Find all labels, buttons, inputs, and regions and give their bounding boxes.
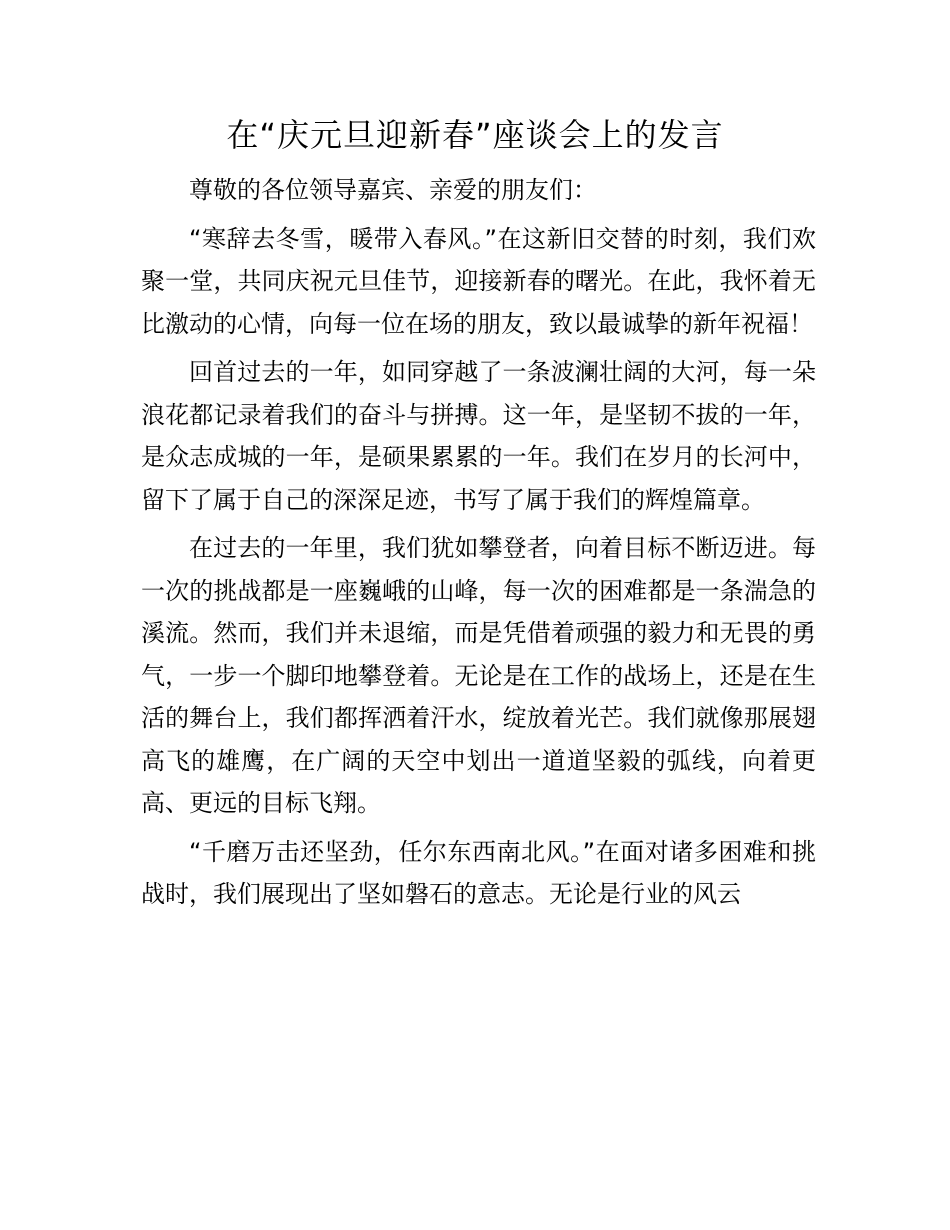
document-body	[141, 169, 816, 916]
salutation: 尊敬的各位领导嘉宾、亲爱的朋友们：	[189, 176, 597, 204]
paragraph-2: 回首过去的一年，如同穿越了一条波澜壮阔的大河，每一朵浪花都记录着我们的奋斗与拼搏。这一年，是坚韧不拔的一年，是众志成城的一年，是硕果累累的一年。我们在岁月的长河中，留下了属于自己的深深足迹，书写了属于我们的辉煌篇章。	[141, 358, 816, 514]
paragraph-1: “寒辞去冬雪，暖带入春风。”在这新旧交替的时刻，我们欢聚一堂，共同庆祝元旦佳节，迎接新春的曙光。在此，我怀着无比激动的心情，向每一位在场的朋友，致以最诚挚的新年祝福！	[141, 224, 816, 338]
paragraph-3: 在过去的一年里，我们犹如攀登者，向着目标不断迈进。每一次的挑战都是一座巍峨的山峰，每一次的困难都是一条湍急的溪流。然而，我们并未退缩，而是凭借着顽强的毅力和无畏的勇气，一步一个脚印地攀登着。无论是在工作的战场上，还是在生活的舞台上，我们都挥洒着汗水，绽放着光芒。我们就像那展翅高飞的雄鹰，在广阔的天空中划出一道道坚毅的弧线，向着更高、更远的目标飞翔。	[141, 534, 816, 817]
document-title: 在“庆元旦迎新春”座谈会上的发言	[226, 116, 724, 154]
paragraph-4: “千磨万击还坚劲，任尔东西南北风。”在面对诸多困难和挑战时，我们展现出了坚如磐石的意志。无论是行业的风云	[141, 837, 816, 908]
